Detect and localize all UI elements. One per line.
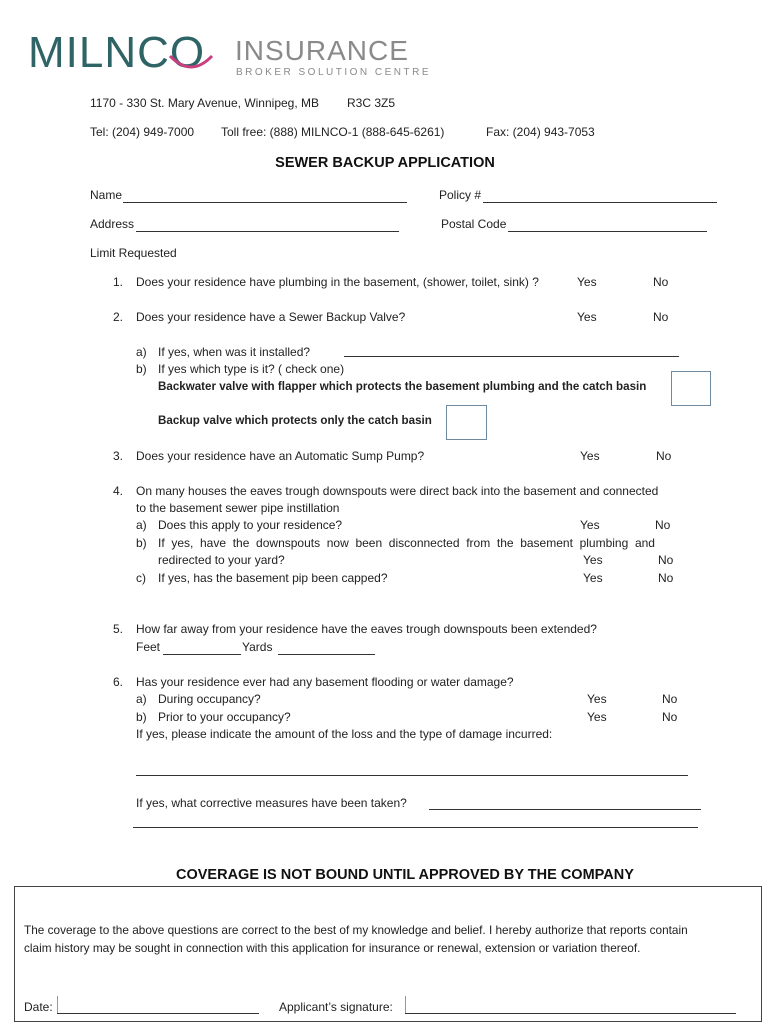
q5-yards-label: Yards: [242, 640, 273, 654]
logo-insurance: INSURANCE: [235, 35, 409, 66]
q4-text-line1: On many houses the eaves trough downspouts were direct back into the basement and connected: [136, 484, 659, 498]
q3-yes-option[interactable]: Yes: [580, 449, 600, 463]
q5-feet-field[interactable]: [163, 654, 241, 655]
coverage-notice: COVERAGE IS NOT BOUND UNTIL APPROVED BY THE COMPANY: [176, 867, 634, 883]
q2-backup-valve-checkbox[interactable]: [446, 405, 487, 440]
signature-label: Applicant’s signature:: [279, 1000, 393, 1014]
q6a-text: During occupancy?: [158, 692, 261, 706]
q6a-marker: a): [136, 692, 147, 706]
q2a-marker: a): [136, 345, 147, 359]
policy-label: Policy #: [439, 188, 482, 202]
name-field[interactable]: [123, 202, 407, 203]
q1-yes-option[interactable]: Yes: [577, 275, 597, 289]
q3-number: 3.: [113, 449, 124, 463]
q1-number: 1.: [113, 275, 124, 289]
q4a-no-option[interactable]: No: [655, 518, 671, 532]
q2-number: 2.: [113, 310, 124, 324]
q6a-no-option[interactable]: No: [662, 692, 678, 706]
q2-text: Does your residence have a Sewer Backup Valve?: [136, 310, 406, 324]
q6-corrective-text: If yes, what corrective measures have been taken?: [136, 796, 407, 810]
signature-field[interactable]: [405, 1013, 736, 1014]
q6-corrective-field-line1[interactable]: [429, 809, 701, 810]
form-title: SEWER BACKUP APPLICATION: [275, 155, 495, 171]
q4c-text: If yes, has the basement pip been capped?: [158, 571, 388, 585]
q5-yards-field[interactable]: [278, 654, 375, 655]
signature-field-edge: [405, 996, 406, 1013]
q4b-text-line1: If yes, have the downspouts now been disconnected from the basement plumbing and: [158, 536, 655, 550]
q6-loss-field[interactable]: [136, 775, 688, 776]
q4b-text-line2: redirected to your yard?: [158, 553, 285, 567]
q6-number: 6.: [113, 675, 124, 689]
date-field[interactable]: [57, 1013, 259, 1014]
q2a-text: If yes, when was it installed?: [158, 345, 311, 359]
q6b-text: Prior to your occupancy?: [158, 710, 291, 724]
q2-yes-option[interactable]: Yes: [577, 310, 597, 324]
q4b-yes-option[interactable]: Yes: [583, 553, 603, 567]
postal-code-field[interactable]: [508, 231, 707, 232]
q4-text-line2: to the basement sewer pipe instillation: [136, 501, 340, 515]
q5-text: How far away from your residence have the eaves trough downspouts been extended?: [136, 622, 597, 636]
contact-address: 1170 - 330 St. Mary Avenue, Winnipeg, MB: [90, 96, 320, 110]
q6b-marker: b): [136, 710, 147, 724]
contact-fax: Fax: (204) 943-7053: [486, 125, 595, 139]
q6a-yes-option[interactable]: Yes: [587, 692, 607, 706]
postal-code-label: Postal Code: [441, 217, 507, 231]
logo-subtitle: BROKER SOLUTION CENTRE: [236, 67, 432, 78]
q2-no-option[interactable]: No: [653, 310, 669, 324]
q6-text: Has your residence ever had any basement flooding or water damage?: [136, 675, 514, 689]
q3-text: Does your residence have an Automatic Sump Pump?: [136, 449, 425, 463]
policy-field[interactable]: [483, 202, 717, 203]
contact-tel: Tel: (204) 949-7000: [90, 125, 195, 139]
q2-option-backwater-valve: Backwater valve with flapper which protects the basement plumbing and the catch basin: [158, 380, 647, 393]
q4c-no-option[interactable]: No: [658, 571, 674, 585]
address-field[interactable]: [136, 231, 399, 232]
address-label: Address: [90, 217, 135, 231]
q4a-yes-option[interactable]: Yes: [580, 518, 600, 532]
limit-requested-label: Limit Requested: [90, 246, 177, 260]
q6b-yes-option[interactable]: Yes: [587, 710, 607, 724]
q5-number: 5.: [113, 622, 124, 636]
q4a-text: Does this apply to your residence?: [158, 518, 343, 532]
q3-no-option[interactable]: No: [656, 449, 672, 463]
logo-brand-text: MILNCO: [28, 28, 206, 77]
q1-no-option[interactable]: No: [653, 275, 669, 289]
declaration-line2: claim history may be sought in connection with this application for insurance or renewal, extension or variation thereof.: [24, 941, 641, 955]
q6b-no-option[interactable]: No: [662, 710, 678, 724]
q5-feet-label: Feet: [136, 640, 161, 654]
declaration-line1: The coverage to the above questions are correct to the best of my knowledge and belief. I hereby authorize that reports contain: [24, 923, 688, 937]
q4b-marker: b): [136, 536, 147, 550]
contact-tollfree: Toll free: (888) MILNCO-1 (888-645-6261): [221, 125, 445, 139]
q2-backwater-valve-checkbox[interactable]: [671, 371, 711, 406]
q6-loss-text: If yes, please indicate the amount of the loss and the type of damage incurred:: [136, 727, 553, 741]
q2b-text: If yes which type is it? ( check one): [158, 362, 345, 376]
q2b-marker: b): [136, 362, 147, 376]
q4c-yes-option[interactable]: Yes: [583, 571, 603, 585]
q4-number: 4.: [113, 484, 124, 498]
date-label: Date:: [24, 1000, 53, 1014]
q1-text: Does your residence have plumbing in the basement, (shower, toilet, sink) ?: [136, 275, 539, 289]
q2-option-backup-valve: Backup valve which protects only the catch basin: [158, 414, 432, 427]
contact-postal: R3C 3Z5: [347, 96, 396, 110]
q2a-installed-field[interactable]: [344, 356, 679, 357]
q4a-marker: a): [136, 518, 147, 532]
q4c-marker: c): [136, 571, 146, 585]
q6-corrective-field-line2[interactable]: [133, 827, 698, 828]
logo-smile-icon: [166, 52, 216, 78]
date-field-edge: [57, 996, 58, 1013]
q4b-no-option[interactable]: No: [658, 553, 674, 567]
name-label: Name: [90, 188, 123, 202]
